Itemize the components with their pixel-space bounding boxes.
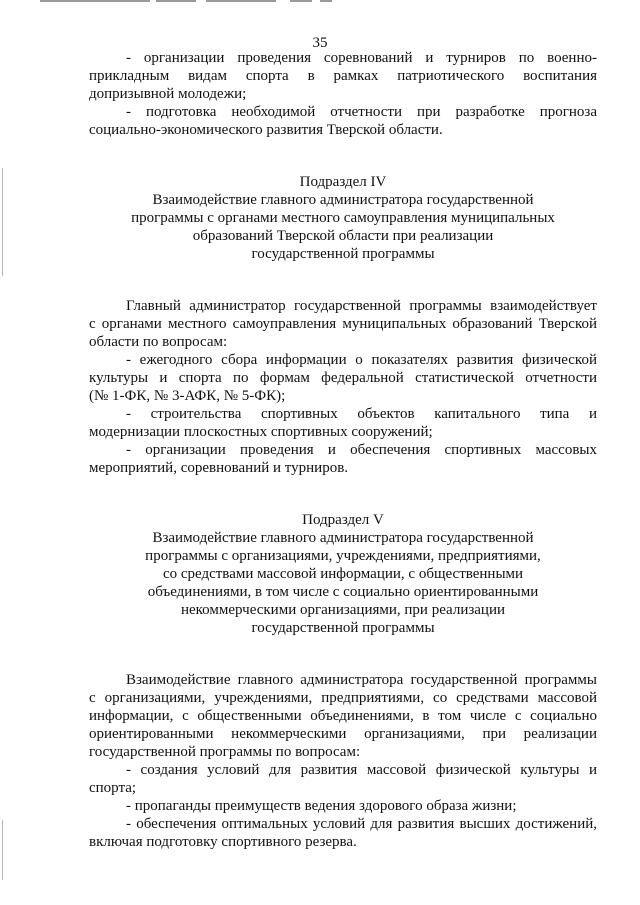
scan-top-artifact [40, 0, 332, 2]
text-line: Взаимодействие главного администратора государственной программы [126, 672, 597, 688]
text-line: модернизации плоскостных спортивных сооружений; [89, 424, 433, 440]
document-body [89, 49, 597, 851]
text-line: прикладным видам спорта в рамках патриотического воспитания [89, 68, 597, 84]
subsection-title-line: некоммерческими организациями, при реализации [180, 602, 506, 618]
text-line: мероприятий, соревнований и турниров. [89, 460, 349, 476]
subsection-heading: Подраздел V [302, 512, 384, 528]
text-line: ориентированными некоммерческими организациями, при реализации [89, 726, 597, 742]
text-line: государственной программы по вопросам: [89, 744, 361, 760]
subsection-title-line: образований Тверской области при реализации [192, 228, 494, 244]
subsection-title-line: государственной программы [251, 246, 435, 262]
text-line: спорта; [89, 780, 137, 796]
text-line: - создания условий для развития массовой физической культуры и [126, 762, 597, 778]
text-line: - строительства спортивных объектов капитального типа и [126, 406, 597, 422]
text-line: информации, с общественными объединениями, в том числе с социально [89, 708, 597, 724]
paragraph-block1 [89, 49, 597, 139]
text-line: - обеспечения оптимальных условий для развития высших достижений, [126, 816, 597, 832]
subsection-title-line: объединениями, в том числе с социально ориентированными [147, 584, 539, 600]
subsection-heading: Подраздел IV [299, 174, 387, 190]
text-line: с организациями, учреждениями, предприятиями, со средствами массовой [89, 690, 597, 706]
subsection-title-line: программы с организациями, учреждениями, предприятиями, [145, 548, 541, 564]
text-line: включая подготовку спортивного резерва. [89, 834, 357, 850]
scan-left-artifact [2, 168, 3, 276]
subsection-title-line: программы с органами местного самоуправления муниципальных [131, 210, 555, 226]
text-line: области по вопросам: [89, 334, 228, 350]
text-line: культуры и спорта по формам федеральной статистической отчетности [89, 370, 597, 386]
subsection-title-line: со средствами массовой информации, с общественными [162, 566, 524, 582]
page-number: 35 [312, 35, 328, 51]
subsection-title-line: государственной программы [251, 620, 435, 636]
subsection-5 [89, 511, 597, 851]
text-line: социально-экономического развития Тверской области. [89, 122, 443, 138]
scan-left-artifact [2, 820, 3, 880]
text-line: - подготовка необходимой отчетности при разработке прогноза [126, 104, 597, 120]
text-line: - организации проведения соревнований и турниров по военно- [126, 50, 597, 66]
text-line: - организации проведения и обеспечения спортивных массовых [126, 442, 597, 458]
text-line: - пропаганды преимуществ ведения здорового образа жизни; [126, 798, 517, 814]
subsection-title-line: Взаимодействие главного администратора государственной [152, 530, 534, 546]
text-line: - ежегодного сбора информации о показателях развития физической [126, 352, 597, 368]
text-line: с органами местного самоуправления муниципальных образований Тверской [89, 316, 597, 332]
subsection-title-line: Взаимодействие главного администратора государственной [152, 192, 534, 208]
text-line: (№ 1-ФК, № 3-АФК, № 5-ФК); [89, 388, 286, 404]
text-line: допризывной молодежи; [89, 86, 247, 102]
text-line: Главный администратор государственной программы взаимодействует [126, 298, 597, 314]
subsection-4 [89, 173, 597, 477]
